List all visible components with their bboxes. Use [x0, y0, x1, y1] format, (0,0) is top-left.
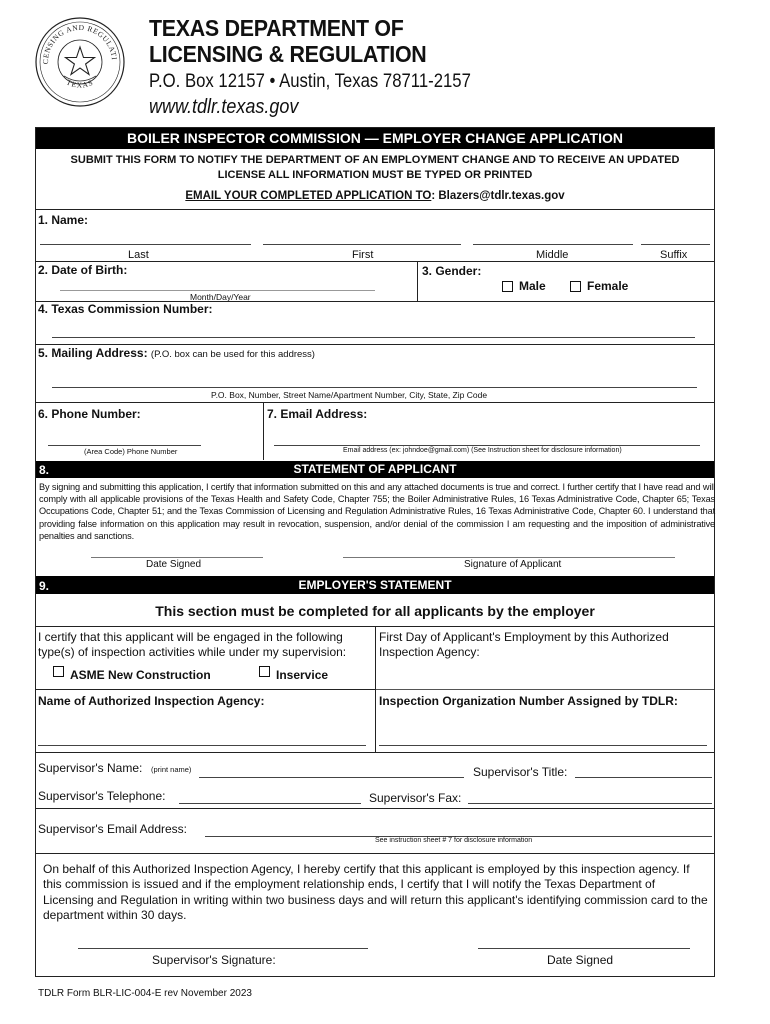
- commission-number-field[interactable]: [52, 337, 695, 338]
- mailing-address-note: (P.O. box can be used for this address): [150, 349, 315, 360]
- dob-label: 2. Date of Birth:: [38, 263, 128, 277]
- supervisor-email-hint: See instruction sheet # 7 for disclosure information: [375, 837, 533, 844]
- agency-certification-text: On behalf of this Authorized Inspection Agency, I hereby certify that this applicant is employed by this inspection agency. If this commission is issued and if the employment relationship ends, I certify that I will notify the Texas Department of Licensing and Regulation in writing within two business days and will return this applicant's identifying commission card to the department within 30 days.: [43, 862, 708, 922]
- email-label: 7. Email Address:: [267, 407, 368, 421]
- dob-field[interactable]: [60, 290, 375, 291]
- mailing-address-label: [38, 346, 315, 360]
- supervisor-title-label: Supervisor's Title:: [473, 765, 568, 779]
- commission-number-label: 4. Texas Commission Number:: [38, 302, 213, 316]
- agency-address: P.O. Box 12157 • Austin, Texas 78711-2157: [149, 71, 471, 92]
- email-instruction: [36, 190, 714, 202]
- seal-top-text: CENSING AND REGULATI: [40, 22, 119, 65]
- form-title: BOILER INSPECTOR COMMISSION — EMPLOYER CHANGE APPLICATION: [36, 128, 714, 149]
- supervisor-phone-field[interactable]: [179, 803, 361, 804]
- employer-header: [36, 576, 714, 594]
- email-field[interactable]: [274, 445, 700, 446]
- male-label: Male: [519, 279, 546, 293]
- seal-bottom-text: TEXAS: [65, 77, 95, 90]
- agency-name-line2: LICENSING & REGULATION: [149, 41, 427, 67]
- phone-label: 6. Phone Number:: [38, 407, 141, 421]
- activity-certify-text: I certify that this applicant will be engaged in the following type(s) of inspection activities while under my supervision:: [38, 630, 347, 659]
- last-name-field[interactable]: [40, 244, 251, 245]
- dob-hint: Month/Day/Year: [190, 292, 251, 302]
- first-day-field[interactable]: [376, 689, 714, 690]
- mailing-address-field[interactable]: [52, 387, 697, 388]
- supervisor-date-field[interactable]: [478, 948, 690, 949]
- applicant-signature-field[interactable]: [343, 557, 675, 558]
- mailing-address-title: 5. Mailing Address:: [38, 346, 148, 360]
- supervisor-date-caption: Date Signed: [547, 953, 614, 967]
- supervisor-signature-field[interactable]: [78, 948, 368, 949]
- applicant-date-caption: Date Signed: [146, 559, 202, 570]
- supervisor-title-field[interactable]: [575, 777, 712, 778]
- org-number-field[interactable]: [379, 745, 707, 746]
- first-name-caption: First: [352, 249, 374, 261]
- email-instruction-prefix: EMAIL YOUR COMPLETED APPLICATION TO: [185, 190, 432, 202]
- gender-label: 3. Gender:: [422, 264, 482, 278]
- supervisor-name-label: Supervisor's Name:: [38, 761, 143, 775]
- middle-name-caption: Middle: [536, 249, 569, 261]
- employer-number: 9.: [39, 579, 50, 593]
- first-day-text: First Day of Applicant's Employment by this Authorized Inspection Agency:: [379, 630, 669, 659]
- female-checkbox[interactable]: [570, 281, 581, 292]
- applicant-statement-text: By signing and submitting this application, I certify that information submitted on this and any attached documents is true and correct. I further certify that I have read and will comply with all applicable provisions of the Texas Health and Safety Code, Chapter 755; the Boiler Administrative Rules, 16 Texas Administrative Code, Chapter 65; Texas Occupations Code, Chapter 51; and the Texas Commission of Licensing and Regulation Administrative Rules, 16 Texas Administrative Code, Chapter 60. I understand that providing false information on this application may result in revocation, suspension, and/or denial of the commission I am requesting and the imposition of administrative penalties and sanctions.: [39, 482, 715, 541]
- female-label: Female: [587, 279, 629, 293]
- supervisor-fax-field[interactable]: [468, 803, 712, 804]
- agency-website: www.tdlr.texas.gov: [149, 96, 299, 118]
- org-number-label: Inspection Organization Number Assigned by TDLR:: [379, 694, 678, 708]
- male-checkbox[interactable]: [502, 281, 513, 292]
- employer-title: EMPLOYER'S STATEMENT: [298, 578, 452, 592]
- inservice-checkbox[interactable]: [259, 666, 270, 677]
- asme-option-label: ASME New Construction: [70, 668, 211, 682]
- middle-name-field[interactable]: [473, 244, 633, 245]
- statement-number: 8.: [39, 463, 50, 477]
- employer-subtitle: This section must be completed for all applicants by the employer: [155, 603, 595, 619]
- email-hint: Email address (ex: johndoe@gmail.com) (See Instruction sheet for disclosure information): [343, 447, 622, 454]
- agency-name-label: Name of Authorized Inspection Agency:: [38, 694, 265, 708]
- suffix-caption: Suffix: [660, 249, 688, 261]
- last-name-caption: Last: [128, 249, 149, 261]
- svg-text:TEXAS: [65, 78, 95, 90]
- first-name-field[interactable]: [263, 244, 461, 245]
- statement-title: STATEMENT OF APPLICANT: [293, 462, 457, 476]
- name-label: 1. Name:: [38, 213, 89, 227]
- supervisor-name-field[interactable]: [199, 777, 464, 778]
- phone-hint: (Area Code) Phone Number: [84, 447, 178, 456]
- form-instructions: SUBMIT THIS FORM TO NOTIFY THE DEPARTMENT OF AN EMPLOYMENT CHANGE AND TO RECEIVE AN UPDATED LICENSE ALL INFORMATION MUST BE TYPED OR PRINTED: [70, 154, 680, 181]
- supervisor-phone-label: Supervisor's Telephone:: [38, 789, 166, 803]
- asme-checkbox[interactable]: [53, 666, 64, 677]
- mailing-address-hint: P.O. Box, Number, Street Name/Apartment Number, City, State, Zip Code: [211, 390, 488, 400]
- supervisor-signature-caption: Supervisor's Signature:: [152, 953, 276, 967]
- applicant-date-field[interactable]: [91, 557, 263, 558]
- form-id: TDLR Form BLR-LIC-004-E rev November 2023: [38, 988, 252, 999]
- agency-seal: [34, 16, 126, 108]
- applicant-signature-caption: Signature of Applicant: [464, 559, 562, 570]
- supervisor-email-label: Supervisor's Email Address:: [38, 822, 188, 836]
- inservice-option-label: Inservice: [276, 668, 329, 682]
- supervisor-fax-label: Supervisor's Fax:: [369, 791, 462, 805]
- agency-name-field[interactable]: [38, 745, 366, 746]
- print-name-hint: (print name): [151, 765, 192, 774]
- phone-field[interactable]: [48, 445, 201, 446]
- suffix-field[interactable]: [641, 244, 710, 245]
- agency-name-line1: TEXAS DEPARTMENT OF: [149, 15, 404, 41]
- statement-header: [36, 461, 714, 478]
- submission-email[interactable]: : Blazers@tdlr.texas.gov: [431, 190, 565, 202]
